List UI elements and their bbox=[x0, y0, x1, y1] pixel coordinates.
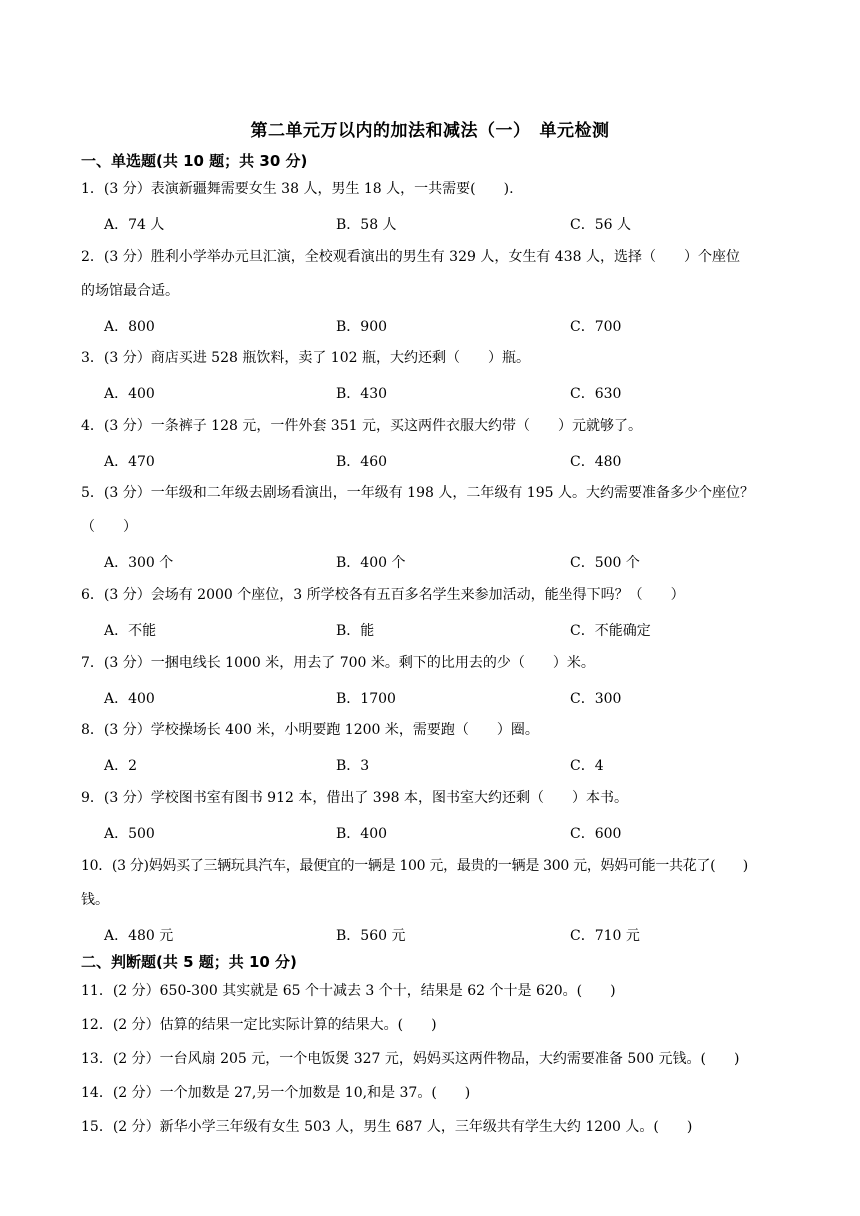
option-a[interactable]: A．500 bbox=[104, 826, 155, 842]
option-b[interactable]: B．430 bbox=[336, 386, 388, 402]
option-c[interactable]: C．480 bbox=[570, 454, 622, 470]
option-c[interactable]: C．4 bbox=[570, 758, 604, 774]
option-a[interactable]: A．800 bbox=[104, 319, 155, 335]
question-4: 4．(3 分）一条裤子 128 元，一件外套 351 元，买这两件衣服大约带（ ）元就够了。 bbox=[81, 418, 642, 434]
section-heading-true-false: 二、判断题(共 5 题；共 10 分) bbox=[81, 953, 297, 971]
question-6: 6．(3 分）会场有 2000 个座位，3 所学校各有五百多名学生来参加活动，能坐得下吗？（ ） bbox=[81, 587, 685, 603]
option-b[interactable]: B．900 bbox=[336, 319, 388, 335]
question-3: 3．(3 分）商店买进 528 瓶饮料，卖了 102 瓶，大约还剩（ ）瓶。 bbox=[81, 350, 530, 366]
option-b[interactable]: B．400 bbox=[336, 826, 388, 842]
question-2: 2．(3 分）胜利小学举办元旦汇演，全校观看演出的男生有 329 人，女生有 438 人，选择（ ）个座位 bbox=[81, 249, 740, 265]
option-c[interactable]: C．700 bbox=[570, 319, 622, 335]
option-a[interactable]: A．480 元 bbox=[104, 928, 174, 944]
question-5: 5．(3 分）一年级和二年级去剧场看演出，一年级有 198 人，二年级有 195 人。大约需要准备多少个座位？ bbox=[81, 485, 754, 501]
question-5-options bbox=[104, 552, 804, 574]
judgment-12: 12．(2 分）估算的结果一定比实际计算的结果大。( ) bbox=[81, 1017, 437, 1033]
option-b[interactable]: B．460 bbox=[336, 454, 388, 470]
option-a[interactable]: A．300 个 bbox=[104, 555, 174, 571]
question-5-continued: （ ） bbox=[81, 519, 137, 535]
question-2-continued: 的场馆最合适。 bbox=[81, 283, 179, 299]
question-6-options bbox=[104, 620, 804, 642]
option-c[interactable]: C．600 bbox=[570, 826, 622, 842]
option-c[interactable]: C．不能确定 bbox=[570, 623, 651, 639]
judgment-11: 11．(2 分）650-300 其实就是 65 个十减去 3 个十，结果是 62 个十是 620。( ) bbox=[81, 983, 616, 999]
option-c[interactable]: C．300 bbox=[570, 691, 622, 707]
question-9-options bbox=[104, 823, 804, 845]
judgment-15: 15．(2 分）新华小学三年级有女生 503 人，男生 687 人，三年级共有学生大约 1200 人。( ) bbox=[81, 1119, 693, 1135]
option-b[interactable]: B．58 人 bbox=[336, 217, 397, 233]
judgment-14: 14．(2 分）一个加数是 27,另一个加数是 10,和是 37。( ) bbox=[81, 1085, 471, 1101]
option-a[interactable]: A．470 bbox=[104, 454, 155, 470]
question-3-options bbox=[104, 383, 804, 405]
option-a[interactable]: A．74 人 bbox=[104, 217, 165, 233]
question-1-options bbox=[104, 214, 804, 236]
question-4-options bbox=[104, 451, 804, 473]
option-b[interactable]: B．能 bbox=[336, 623, 375, 639]
question-7: 7．(3 分）一捆电线长 1000 米，用去了 700 米。剩下的比用去的少（ ）米。 bbox=[81, 655, 595, 671]
question-10-options bbox=[104, 925, 804, 947]
option-c[interactable]: C．500 个 bbox=[570, 555, 640, 571]
option-b[interactable]: B．3 bbox=[336, 758, 370, 774]
option-a[interactable]: A．400 bbox=[104, 691, 155, 707]
question-7-options bbox=[104, 688, 804, 710]
option-c[interactable]: C．630 bbox=[570, 386, 622, 402]
question-1: 1．(3 分）表演新疆舞需要女生 38 人，男生 18 人，一共需要( ). bbox=[81, 181, 514, 197]
option-a[interactable]: A．400 bbox=[104, 386, 155, 402]
section-heading-single-choice: 一、单选题(共 10 题；共 30 分) bbox=[81, 152, 308, 170]
page-title: 第二单元万以内的加法和减法（一） 单元检测 bbox=[250, 121, 610, 141]
option-c[interactable]: C．710 元 bbox=[570, 928, 640, 944]
option-a[interactable]: A．不能 bbox=[104, 623, 157, 639]
option-b[interactable]: B．560 元 bbox=[336, 928, 406, 944]
option-b[interactable]: B．1700 bbox=[336, 691, 396, 707]
question-10: 10．(3 分)妈妈买了三辆玩具汽车，最便宜的一辆是 100 元，最贵的一辆是 300 元，妈妈可能一共花了( ) bbox=[81, 858, 748, 874]
option-a[interactable]: A．2 bbox=[104, 758, 138, 774]
judgment-13: 13．(2 分）一台风扇 205 元，一个电饭煲 327 元，妈妈买这两件物品，大约需要准备 500 元钱。( ) bbox=[81, 1051, 740, 1067]
question-8: 8．(3 分）学校操场长 400 米，小明要跑 1200 米，需要跑（ ）圈。 bbox=[81, 722, 539, 738]
question-2-options bbox=[104, 316, 804, 338]
option-b[interactable]: B．400 个 bbox=[336, 555, 406, 571]
question-10-continued: 钱。 bbox=[81, 892, 109, 908]
question-9: 9．(3 分）学校图书室有图书 912 本，借出了 398 本，图书室大约还剩（ ）本书。 bbox=[81, 790, 628, 806]
option-c[interactable]: C．56 人 bbox=[570, 217, 631, 233]
question-8-options bbox=[104, 755, 804, 777]
